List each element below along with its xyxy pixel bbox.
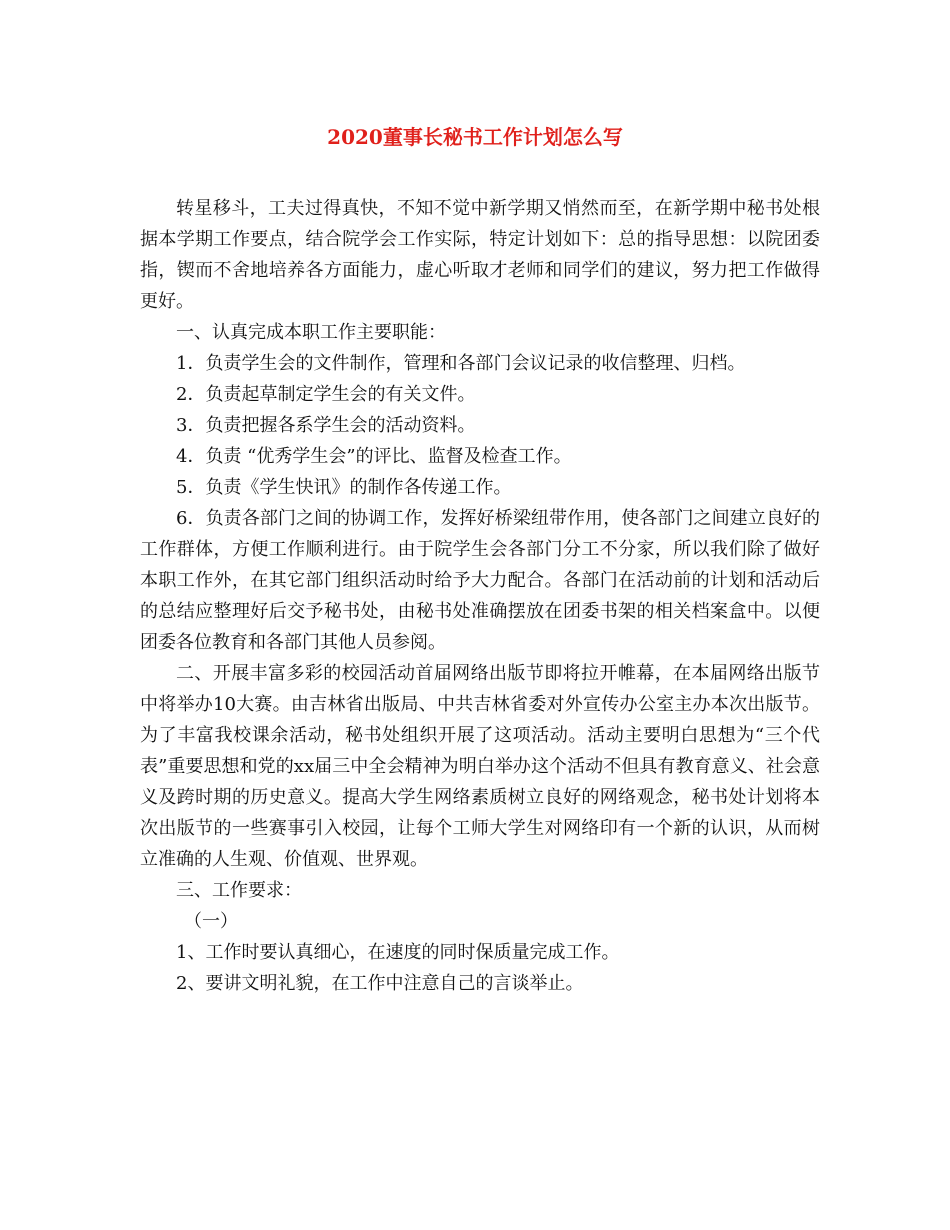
subsection-label: （一） <box>184 911 238 932</box>
duty-item-6: 6．负责各部门之间的协调工作，发挥好桥梁纽带作用，使各部门之间建立良好的工作群体，方便工作顺利进行。由于院学生会各部门分工不分家，所以我们除了做好本职工作外，在其它部门组织活动时给予大力配合。各部门在活动前的计划和活动后的总结应整理好后交予秘书处，由秘书处准确摆放在团委书架的相关档案盒中。以便团委各位教育和各部门其他人员参阅。 <box>140 508 820 653</box>
duty-item-1: 1．负责学生会的文件制作，管理和各部门会议记录的收信整理、归档。 <box>176 353 746 374</box>
section-heading-1: 一、认真完成本职工作主要职能： <box>176 322 446 343</box>
duty-item-2: 2．负责起草制定学生会的有关文件。 <box>176 384 476 405</box>
requirement-item-1: 1、工作时要认真细心，在速度的同时保质量完成工作。 <box>176 942 620 963</box>
document-body <box>140 193 820 999</box>
duty-item-3: 3．负责把握各系学生会的活动资料。 <box>176 415 476 436</box>
section-heading-3: 三、工作要求： <box>176 880 302 901</box>
duty-item-5: 5．负责《学生快讯》的制作各传递工作。 <box>176 477 512 498</box>
intro-paragraph: 转星移斗，工夫过得真快，不知不觉中新学期又悄然而至，在新学期中秘书处根据本学期工作要点，结合院学会工作实际，特定计划如下：总的指导思想：以院团委指，锲而不舍地培养各方面能力，虚心听取才老师和同学们的建议，努力把工作做得更好。 <box>140 198 820 312</box>
document-title: 2020董事长秘书工作计划怎么写 <box>327 125 623 149</box>
section-heading-2-paragraph: 二、开展丰富多彩的校园活动首届网络出版节即将拉开帷幕，在本届网络出版节中将举办10大赛。由吉林省出版局、中共吉林省委对外宣传办公室主办本次出版节。为了丰富我校课余活动，秘书处组织开展了这项活动。活动主要明白思想为“三个代表”重要思想和党的xx届三中全会精神为明白举办这个活动不但具有教育意义、社会意义及跨时期的历史意义。提高大学生网络素质树立良好的网络观念，秘书处计划将本次出版节的一些赛事引入校园，让每个工师大学生对网络印有一个新的认识，从而树立准确的人生观、价值观、世界观。 <box>140 663 820 870</box>
requirement-item-2: 2、要讲文明礼貌，在工作中注意自己的言谈举止。 <box>176 973 584 994</box>
duty-item-4: 4．负责 “优秀学生会”的评比、监督及检查工作。 <box>176 446 572 467</box>
